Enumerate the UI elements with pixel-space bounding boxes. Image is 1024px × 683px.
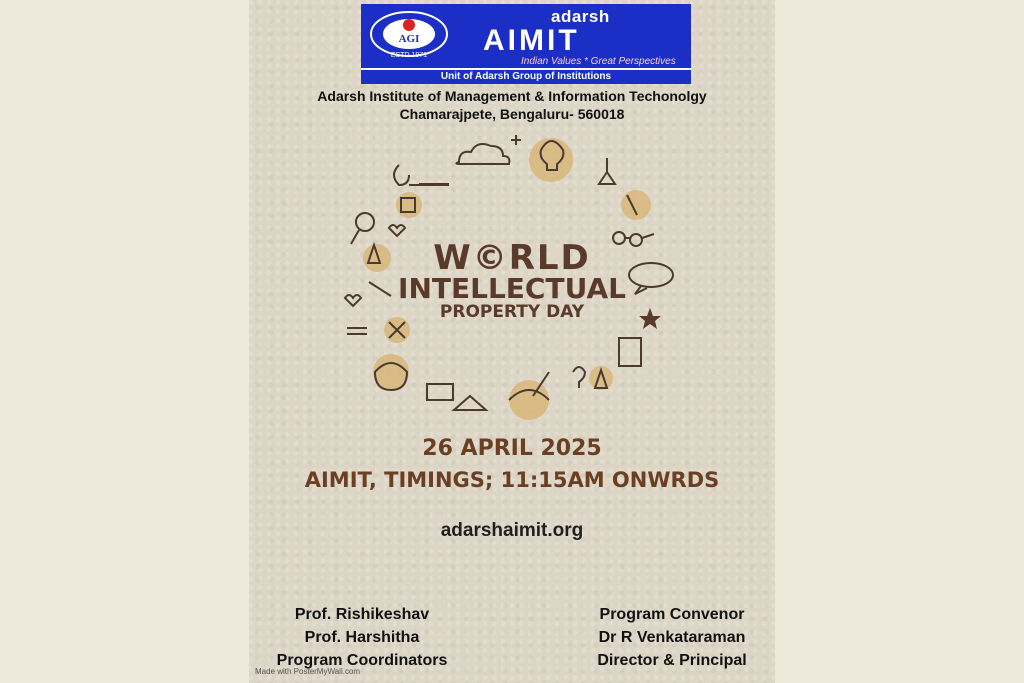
convenor-role: Program Convenor [599,606,745,623]
poster [249,0,775,683]
event-date: 26 APRIL 2025 [422,436,602,461]
coordinators-role: Program Coordinators [276,652,448,669]
magnifier-icon [356,213,374,231]
poster-credit: Made with PosterMyWall.com [255,667,361,676]
triangle-icon [454,396,486,410]
icon-circle-illustration [249,0,775,683]
brand-big: AIMIT [483,24,580,57]
title-line3: PROPERTY DAY [439,302,585,322]
emblem-text: AGI [398,33,420,45]
website-link[interactable]: adarshaimit.org [440,520,584,541]
heart-icon [389,225,405,236]
convenor-name: Dr R Venkataraman [598,629,746,646]
title-line2: INTELLECTUAL [398,272,626,305]
estd-text: ESTD 1971 [390,52,428,59]
event-timing: AIMIT, TIMINGS; 11:15AM ONWRDS [304,468,720,492]
equals-icon [347,328,367,334]
convenor-block [577,603,767,672]
unit-bar: Unit of Adarsh Group of Institutions [361,68,691,84]
flask-icon [599,158,615,184]
title-line1: W©RLD [433,238,591,278]
stethoscope-icon [394,165,429,185]
cloud-icon [456,144,509,164]
folder-icon [427,384,453,400]
clipboard-icon [619,338,641,366]
coordinator-2: Prof. Harshitha [304,629,420,646]
question-icon [573,367,585,388]
institute-name: Adarsh Institute of Management & Information Techonolgy [317,88,707,104]
institute-address: Chamarajpete, Bengaluru- 560018 [399,106,625,122]
coordinators-block [257,603,467,672]
convenor-title: Director & Principal [597,652,747,669]
coordinator-1: Prof. Rishikeshav [294,606,430,623]
brand-small: adarsh [551,7,610,26]
plus-icon [511,135,521,145]
brand-tagline: Indian Values * Great Perspectives [521,56,676,67]
